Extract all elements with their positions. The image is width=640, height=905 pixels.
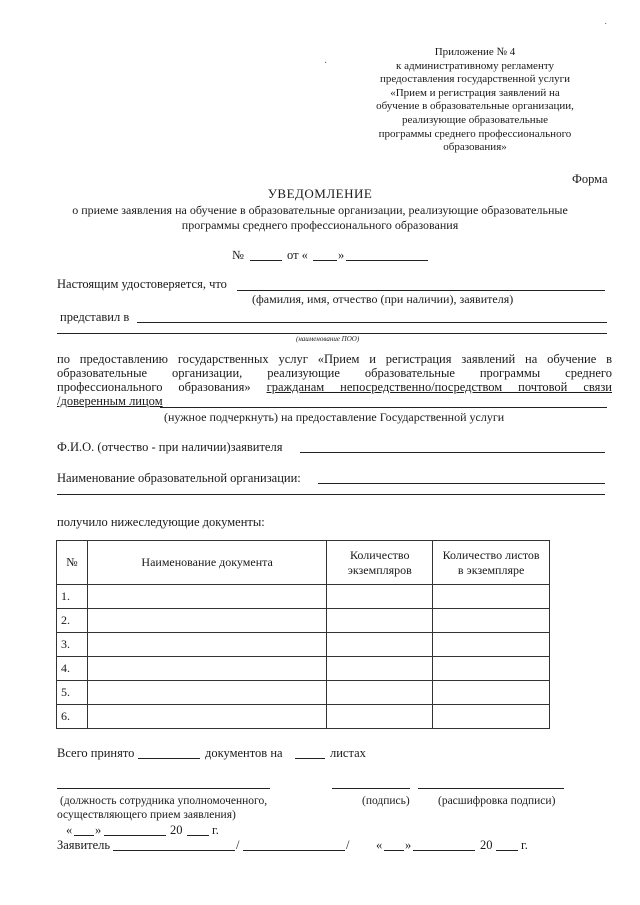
applicant-date-open-quote: « [376, 838, 383, 852]
row-number: 1. [57, 585, 88, 609]
copies-cell[interactable] [327, 657, 433, 681]
employee-year-field[interactable] [187, 835, 209, 836]
table-row [57, 633, 550, 657]
date-month-year-field[interactable] [346, 260, 428, 261]
total-sheets-field[interactable] [295, 758, 325, 759]
row-number: 3. [57, 633, 88, 657]
date-close-quote: » [338, 248, 345, 262]
fio-label: Ф.И.О. (отчество - при наличии)заявителя [57, 440, 283, 454]
service-text-plain: профессионального образования» [57, 380, 267, 394]
service-text-line: образовательные организации, реализующие образовательные программы среднего [57, 366, 612, 380]
appendix-header [330, 46, 620, 155]
date-day-field[interactable] [313, 260, 337, 261]
document-name-cell[interactable] [87, 681, 326, 705]
organization-field-line2[interactable] [57, 333, 607, 334]
applicant-signature-decode-field[interactable] [243, 850, 345, 851]
appendix-line: реализующие образовательные [402, 113, 548, 126]
org-name-label: Наименование образовательной организации: [57, 471, 301, 485]
employee-date-close-quote: » [95, 823, 102, 837]
organization-field[interactable] [137, 322, 607, 323]
total-sheets-label: листах [330, 746, 366, 760]
service-hint: (нужное подчеркнуть) на предоставление Государственной услуги [164, 410, 505, 424]
sheets-cell[interactable] [433, 633, 550, 657]
copies-cell[interactable] [327, 609, 433, 633]
documents-table [56, 540, 550, 729]
appendix-line: программы среднего профессионального [378, 127, 572, 140]
employee-signature-decode-field[interactable] [418, 788, 564, 789]
sheets-cell[interactable] [433, 681, 550, 705]
column-header-number: № [57, 541, 88, 585]
document-name-cell[interactable] [87, 705, 326, 729]
applicant-label: Заявитель [57, 838, 111, 852]
document-subtitle: о приеме заявления на обучение в образовательные организации, реализующие образовательные [72, 203, 568, 217]
scan-speck: · [324, 58, 328, 69]
service-text-underline [160, 407, 607, 408]
row-number: 5. [57, 681, 88, 705]
employee-position-field[interactable] [57, 788, 270, 789]
column-header-copies-line1: Количество [350, 547, 410, 562]
column-header-sheets [433, 541, 550, 585]
position-hint-line1: (должность сотрудника уполномоченного, [60, 795, 268, 807]
total-documents-field[interactable] [138, 758, 200, 759]
employee-year-suffix: г. [212, 823, 219, 837]
number-field[interactable] [250, 260, 282, 261]
appendix-line: образования» [443, 141, 507, 154]
table-header-row [57, 541, 550, 585]
document-subtitle: программы среднего профессионального образования [181, 218, 459, 232]
applicant-date-close-quote: » [405, 838, 412, 852]
number-sign: № [232, 248, 244, 262]
applicant-year-prefix: 20 [480, 838, 493, 852]
document-name-cell[interactable] [87, 657, 326, 681]
document-name-cell[interactable] [87, 609, 326, 633]
applicant-slash-end: / [346, 838, 350, 852]
applicant-signature-field[interactable] [113, 850, 235, 851]
table-row [57, 705, 550, 729]
column-header-copies-line2: экземпляров [347, 562, 412, 577]
applicant-date-month-field[interactable] [413, 850, 475, 851]
column-header-copies [327, 541, 433, 585]
applicant-slash: / [236, 838, 240, 852]
appendix-line: обучение в образовательные организации, [376, 100, 574, 113]
column-header-document-name: Наименование документа [87, 541, 326, 585]
applicant-name-field[interactable] [237, 290, 605, 291]
applicant-name-hint: (фамилия, имя, отчество (при наличии), заявителя) [252, 292, 514, 306]
position-hint-line2: осуществляющего прием заявления) [57, 809, 236, 821]
delivery-method-options[interactable]: гражданам непосредственно/посредством почтовой связи [266, 380, 612, 394]
table-row [57, 585, 550, 609]
sheets-cell[interactable] [433, 705, 550, 729]
column-header-sheets-line2: в экземпляре [457, 562, 525, 577]
scan-speck: ˙ [604, 22, 608, 33]
service-text-line [57, 380, 612, 395]
organization-hint: (наименование ПОО) [296, 335, 360, 343]
sheets-cell[interactable] [433, 585, 550, 609]
table-row [57, 657, 550, 681]
total-label: Всего принято [57, 746, 135, 760]
org-name-field-line2[interactable] [57, 494, 605, 495]
employee-date-month-field[interactable] [104, 835, 166, 836]
employee-signature-field[interactable] [332, 788, 410, 789]
signature-decode-hint: (расшифровка подписи) [438, 795, 556, 807]
service-text-line: по предоставлению государственных услуг «Прием и регистрация заявлений на обучение в [57, 352, 612, 366]
document-name-cell[interactable] [87, 585, 326, 609]
appendix-line: к административному регламенту [396, 59, 554, 72]
copies-cell[interactable] [327, 633, 433, 657]
row-number: 2. [57, 609, 88, 633]
column-header-sheets-line1: Количество листов [442, 547, 540, 562]
appendix-line: «Прием и регистрация заявлений на [390, 86, 560, 99]
total-docs-on-label: документов на [205, 746, 283, 760]
employee-date-day-field[interactable] [74, 835, 94, 836]
applicant-year-suffix: г. [521, 838, 528, 852]
applicant-date-day-field[interactable] [384, 850, 404, 851]
row-number: 4. [57, 657, 88, 681]
copies-cell[interactable] [327, 585, 433, 609]
applicant-year-field[interactable] [496, 850, 518, 851]
row-number: 6. [57, 705, 88, 729]
org-name-field[interactable] [318, 483, 605, 484]
copies-cell[interactable] [327, 705, 433, 729]
presented-label: представил в [60, 310, 130, 324]
date-open-quote: от « [287, 248, 308, 262]
copies-cell[interactable] [327, 681, 433, 705]
document-name-cell[interactable] [87, 633, 326, 657]
appendix-line: предоставления государственной услуги [379, 73, 571, 86]
delivery-method-trusted-person[interactable]: /доверенным лицом [57, 394, 163, 408]
appendix-line: Приложение № 4 [434, 46, 516, 58]
signature-hint: (подпись) [362, 795, 410, 807]
received-label: получило нижеследующие документы: [57, 515, 265, 529]
fio-field[interactable] [300, 452, 605, 453]
form-label: Форма [572, 172, 608, 186]
employee-year-prefix: 20 [170, 823, 183, 837]
sheets-cell[interactable] [433, 609, 550, 633]
document-title: УВЕДОМЛЕНИЕ [267, 186, 373, 201]
table-row [57, 681, 550, 705]
table-row [57, 609, 550, 633]
sheets-cell[interactable] [433, 657, 550, 681]
certify-label: Настоящим удостоверяется, что [57, 277, 227, 291]
employee-date-open-quote: « [66, 823, 73, 837]
